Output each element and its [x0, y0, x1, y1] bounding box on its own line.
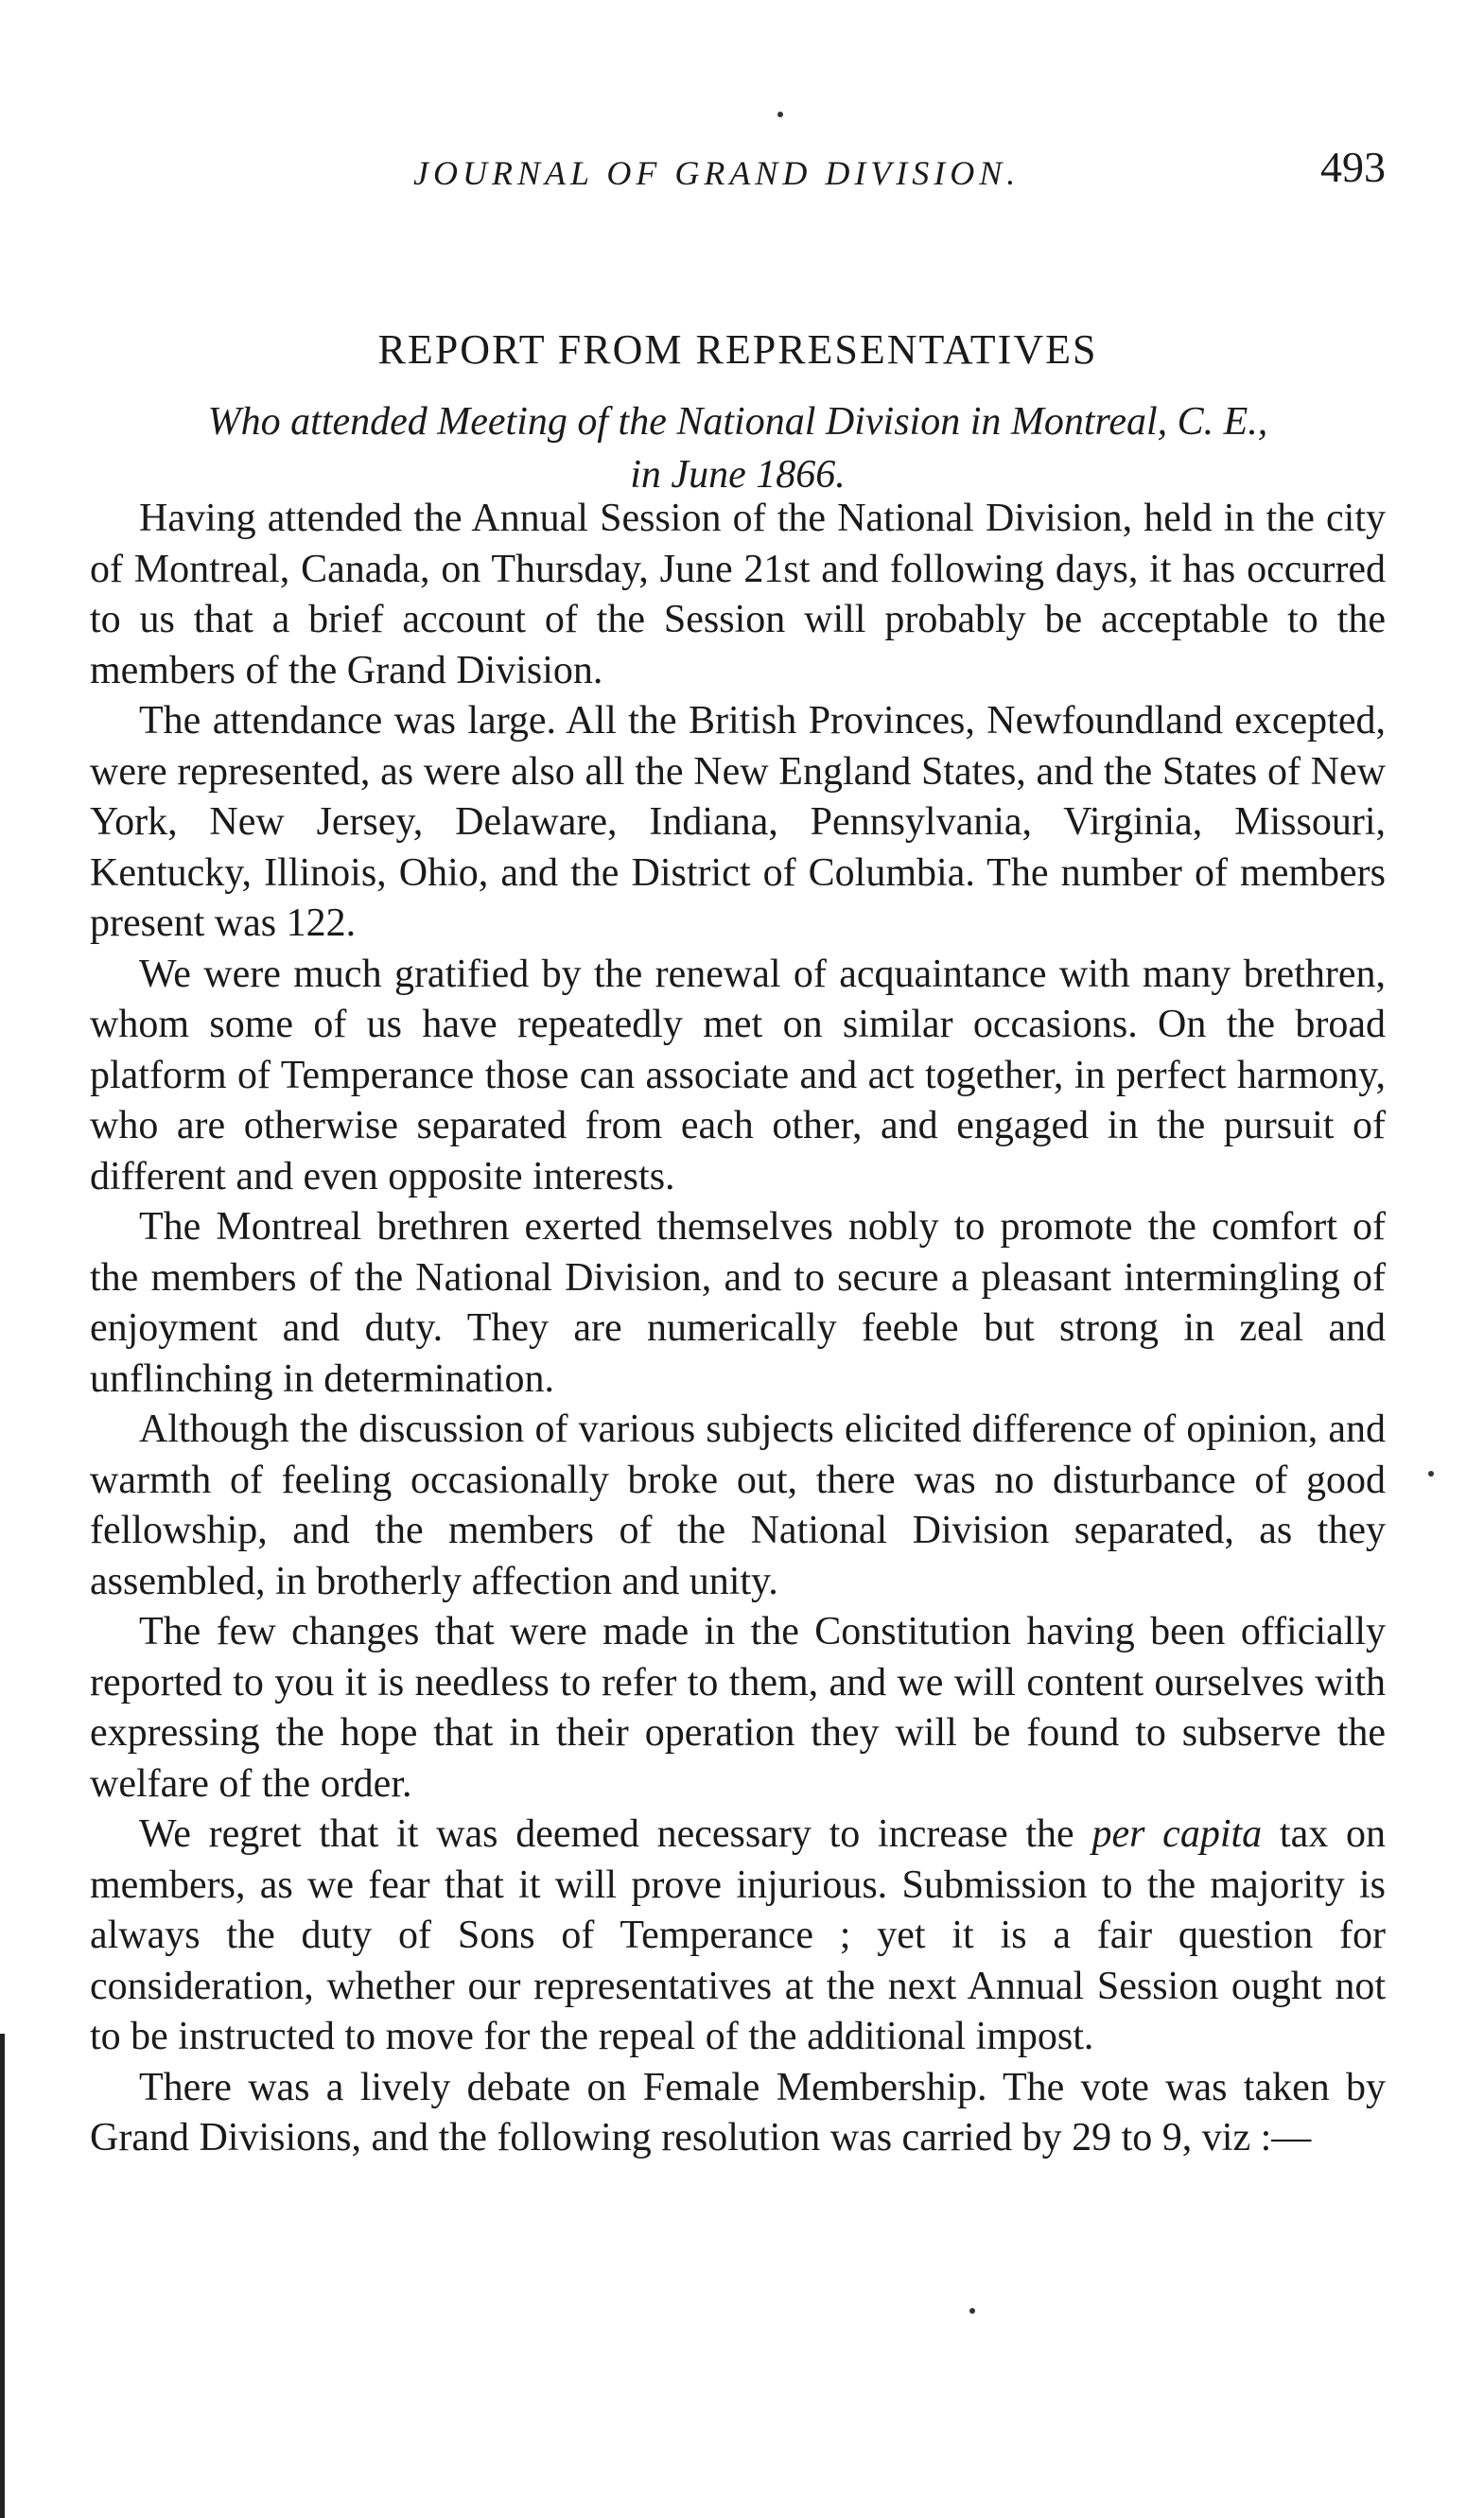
- paragraph-female-membership: There was a lively debate on Female Membership. The vote was taken by Grand Divisions, and the following resolution was carried by 29 to 9, viz :—: [90, 2065, 1386, 2160]
- paragraph-acquaintance: We were much gratified by the renewal of acquaintance with many brethren, whom some of us have repeatedly met on similar occasions. On the broad platform of Temperance those can associate and act together, in perfect harmony, who are otherwise separated from each other, and engaged in the pursuit of different and even opposite interests.: [90, 952, 1386, 1198]
- scan-speck: [1428, 1471, 1434, 1477]
- report-subheading-line2: in June 1866.: [630, 453, 846, 497]
- running-head: [90, 142, 1386, 199]
- paragraph-constitution-changes: The few changes that were made in the Constitution having been officially reported to you it is needless to refer to them, and we will content ourselves with expressing the hope that in their operation they will be found to subserve the welfare of the order.: [90, 1610, 1386, 1806]
- paragraph-discussion: Although the discussion of various subjects elicited difference of opinion, and warmth of feeling occasionally broke out, there was no disturbance of good fellowship, and the members of the National Division separated, as they assembled, in brotherly affection and unity.: [90, 1408, 1386, 1603]
- report-subheading-line1: Who attended Meeting of the National Division in Montreal, C. E.,: [207, 400, 1268, 444]
- per-capita-emphasis: per capita: [1091, 1812, 1263, 1856]
- scan-edge-mark: [0, 2034, 5, 2518]
- running-title: JOURNAL OF GRAND DIVISION.: [413, 154, 1021, 192]
- paragraph-attendance-count: The attendance was large. All the British Provinces, Newfoundland excepted, were represented, as were also all the New England States, and the States of New York, New Jersey, Delaware, Indiana, Pennsylvania, Virginia, Missouri, Kentucky, Illinois, Ohio, and the District of Columbia. The number of members present was 122.: [90, 699, 1386, 945]
- report-body: [90, 494, 1386, 2164]
- scan-speck: [969, 2308, 975, 2314]
- report-heading: REPORT FROM REPRESENTATIVES: [377, 326, 1098, 373]
- per-capita-text-after: tax on members, as we fear that it will prove injurious. Submission to the majority is always the duty of Sons of Temperance ; yet it is a fair question for consideration, whether our representatives at the next Annual Session ought not to be instructed to move for the repeal of the additional impost.: [90, 1812, 1386, 2058]
- per-capita-text-before: We regret that it was deemed necessary to increase the: [139, 1812, 1092, 1856]
- paragraph-per-capita-tax: [90, 1810, 1386, 2063]
- scan-speck: [777, 112, 783, 117]
- paragraph-montreal-brethren: The Montreal brethren exerted themselves nobly to promote the comfort of the members of the National Division, and to secure a pleasant intermingling of enjoyment and duty. They are numerically feeble but strong in zeal and unflinching in determination.: [90, 1205, 1386, 1401]
- report-subheading: [90, 395, 1386, 501]
- page-number: 493: [1320, 143, 1386, 191]
- paragraph-attendance-intro: Having attended the Annual Session of the National Division, held in the city of Montreal, Canada, on Thursday, June 21st and following days, it has occurred to us that a brief account of the Session will probably be acceptable to the members of the Grand Division.: [90, 497, 1386, 692]
